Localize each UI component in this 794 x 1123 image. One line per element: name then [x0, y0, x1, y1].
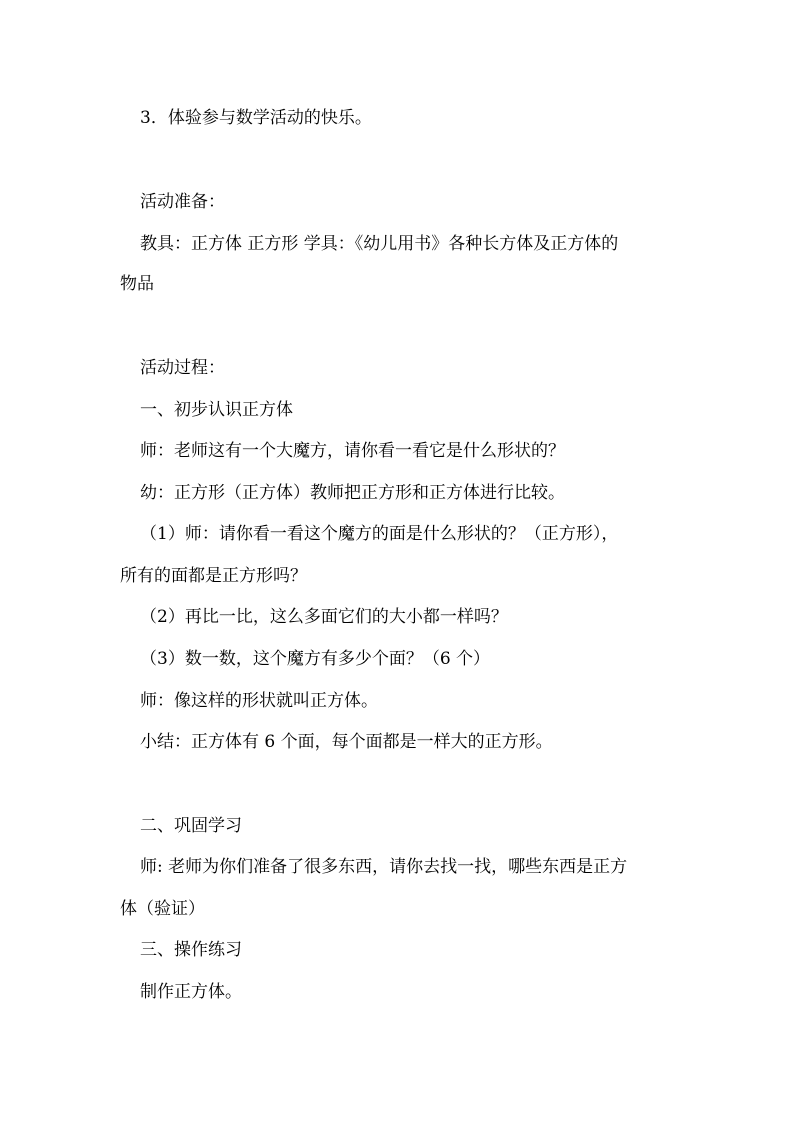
- step-heading-1: 一、初步认识正方体: [140, 400, 293, 420]
- goal-item-3: 3．体验参与数学活动的快乐。: [140, 108, 372, 128]
- question-1-line-2: 所有的面都是正方形吗？: [120, 566, 307, 586]
- dialogue-teacher-2: 师：像这样的形状就叫正方体。: [140, 691, 378, 711]
- dialogue-teacher-3-line-1: 师: 老师为你们准备了很多东西，请你去找一找，哪些东西是正方: [140, 857, 628, 877]
- question-3: （3）数一数，这个魔方有多少个面？（6 个）: [140, 649, 491, 669]
- question-2: （2）再比一比，这么多面它们的大小都一样吗？: [140, 607, 508, 627]
- question-1-line-1: （1）师：请你看一看这个魔方的面是什么形状的？（正方形），: [140, 524, 619, 544]
- step-heading-2: 二、巩固学习: [140, 816, 242, 836]
- section-heading-process: 活动过程：: [140, 358, 225, 378]
- dialogue-child-1: 幼：正方形（正方体）教师把正方形和正方体进行比较。: [140, 483, 565, 503]
- section-heading-preparation: 活动准备：: [140, 192, 225, 212]
- paragraph-materials-line-2: 物品: [120, 274, 154, 294]
- step-heading-3: 三、操作练习: [140, 940, 242, 960]
- dialogue-teacher-1: 师：老师这有一个大魔方，请你看一看它是什么形状的？: [140, 441, 565, 461]
- dialogue-teacher-3-line-2: 体（验证）: [120, 899, 205, 919]
- summary: 小结：正方体有 6 个面，每个面都是一样大的正方形。: [140, 732, 553, 752]
- paragraph-materials-line-1: 教具：正方体 正方形 学具：《幼儿用书》各种长方体及正方体的: [140, 234, 619, 254]
- task-text: 制作正方体。: [140, 982, 242, 1002]
